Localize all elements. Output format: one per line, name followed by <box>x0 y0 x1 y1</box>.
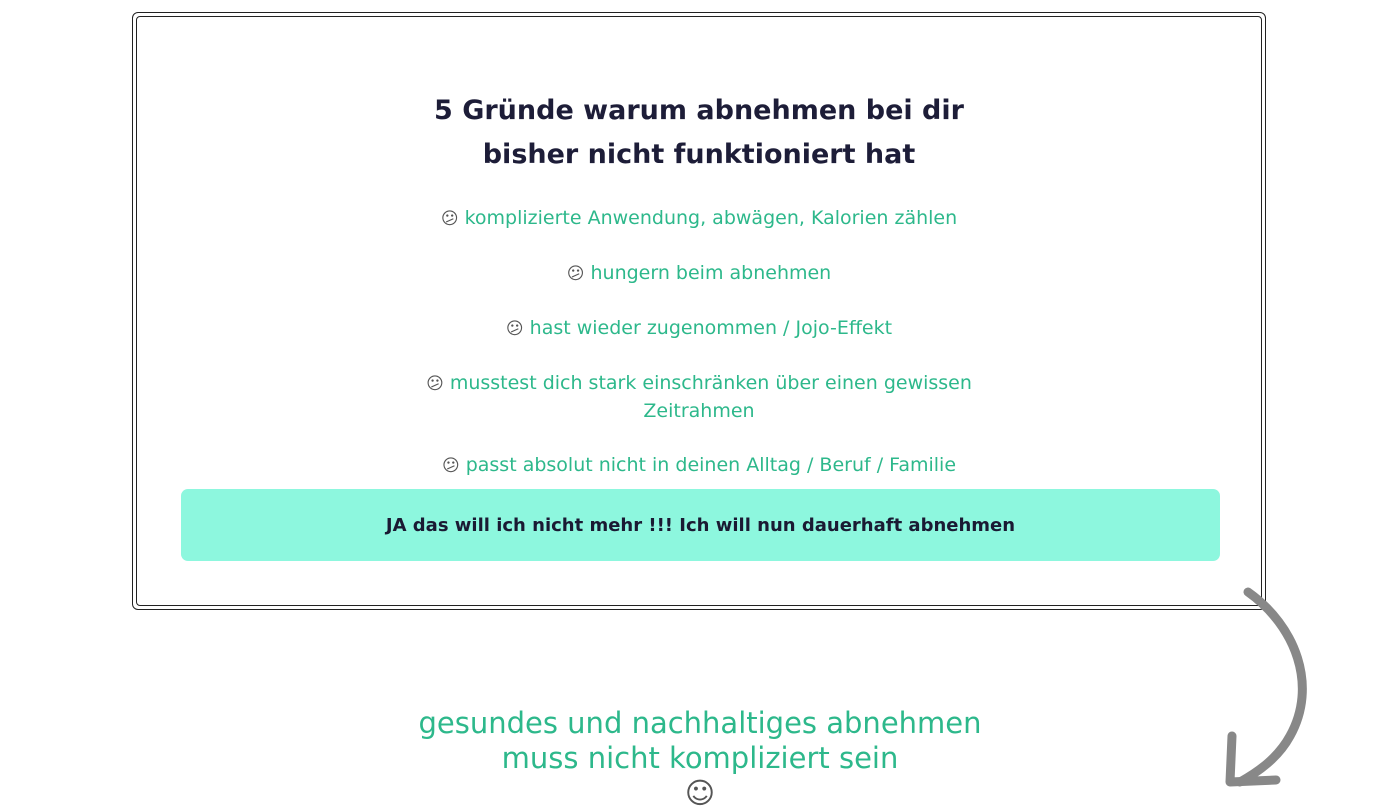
reason-item <box>399 315 999 343</box>
headline-line-2: bisher nicht funktioniert hat <box>482 139 916 170</box>
reason-item <box>399 370 999 425</box>
confused-face-icon: 😕 <box>505 319 524 339</box>
confused-face-icon: 😕 <box>441 456 460 476</box>
reason-text: musstest dich stark einschränken über einen gewissen Zeitrahmen <box>449 372 972 422</box>
card-headline <box>133 89 1265 177</box>
reason-text: hungern beim abnehmen <box>590 262 832 284</box>
reason-item <box>399 452 999 480</box>
reasons-list <box>133 205 1265 507</box>
reason-item <box>399 205 999 233</box>
reason-text: hast wieder zugenommen / Jojo-Effekt <box>529 317 893 339</box>
tagline <box>0 706 1400 811</box>
confused-face-icon: 😕 <box>440 209 459 229</box>
headline-line-1: 5 Gründe warum abnehmen bei dir <box>434 95 964 126</box>
confused-face-icon: 😕 <box>566 264 585 284</box>
reason-item <box>399 260 999 288</box>
tagline-text: muss nicht kompliziert sein <box>501 741 899 775</box>
reasons-card <box>132 12 1266 610</box>
smiling-face-icon: ☺ <box>684 776 716 810</box>
tagline-line-1: gesundes und nachhaltiges abnehmen <box>418 706 982 740</box>
curved-arrow-down-icon <box>1218 586 1338 796</box>
cta-button[interactable]: JA das will ich nicht mehr !!! Ich will nun dauerhaft abnehmen <box>181 489 1220 561</box>
confused-face-icon: 😕 <box>426 374 444 394</box>
reason-text: passt absolut nicht in deinen Alltag / Beruf / Familie <box>465 454 957 476</box>
reason-text: komplizierte Anwendung, abwägen, Kalorien zählen <box>464 207 958 229</box>
tagline-line-2 <box>0 741 1400 811</box>
